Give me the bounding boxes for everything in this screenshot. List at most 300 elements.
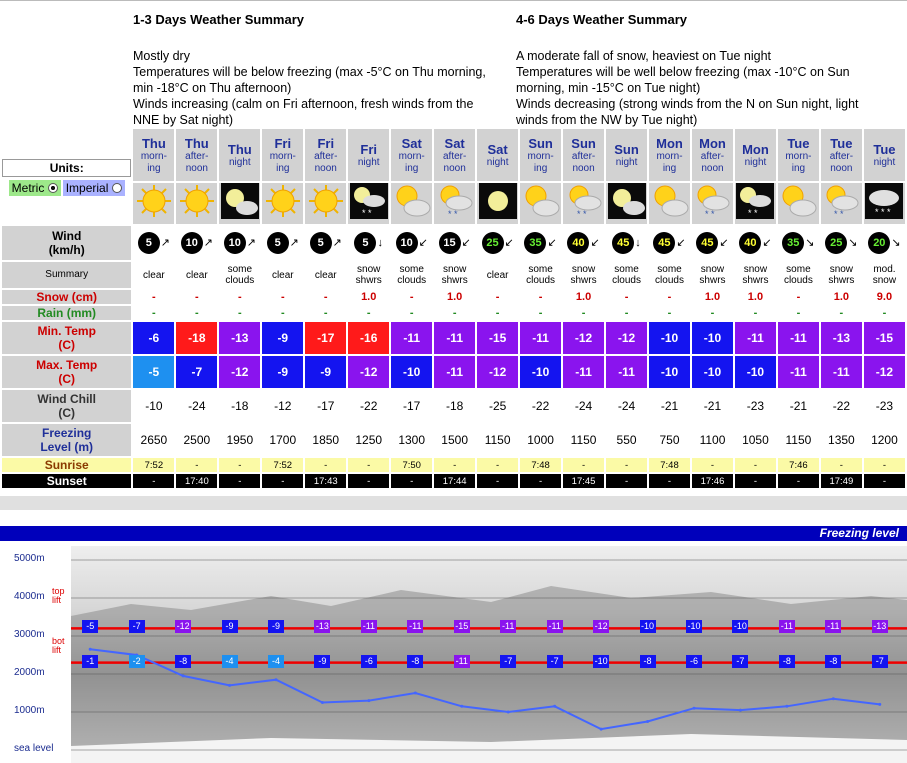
rain-cell: - (176, 306, 217, 320)
sunset-cell: - (133, 474, 174, 488)
summary-line: Mostly dry (133, 49, 190, 63)
snow-cell: 1.0 (563, 290, 604, 304)
freezing-level-cell: 1050 (735, 424, 776, 456)
summary-cell: some clouds (606, 262, 647, 288)
min-temp-cell: -10 (692, 322, 733, 354)
rain-cell: - (391, 306, 432, 320)
snow-cell: - (391, 290, 432, 304)
sunset-cell: 17:43 (305, 474, 346, 488)
freezing-level-point (693, 707, 696, 710)
sunrise-cell: - (606, 458, 647, 472)
period-header: Sun morn- ing (520, 129, 561, 181)
min-temp-cell: -15 (477, 322, 518, 354)
sunset-cell: - (864, 474, 905, 488)
min-temp-cell: -11 (391, 322, 432, 354)
freezing-level-point (414, 692, 417, 695)
freezing-level-point (182, 674, 185, 677)
top-lift-temp: -15 (455, 621, 469, 632)
min-temp-cell: -15 (864, 322, 905, 354)
sunrise-label: Sunrise (2, 458, 131, 472)
freezing-level-cell: 750 (649, 424, 690, 456)
summary-label: Summary (2, 262, 131, 288)
chart-title-bar (0, 526, 907, 541)
chart-title: Freezing level (819, 526, 899, 540)
bot-lift-temp: -7 (500, 655, 516, 668)
sunrise-cell: - (735, 458, 776, 472)
min-temp-cell: -6 (133, 322, 174, 354)
units-label: Units: (2, 159, 131, 177)
snow-cell: - (649, 290, 690, 304)
snow-cell: - (305, 290, 346, 304)
max-temp-cell: -10 (520, 356, 561, 388)
summary-days-1-3 (133, 12, 503, 128)
period-header: Tue night (864, 129, 905, 181)
sunrise-cell: - (219, 458, 260, 472)
wind-speed: 45 ↙ (649, 226, 690, 260)
min-temp-cell: -18 (176, 322, 217, 354)
summary-cell: mod. snow (864, 262, 905, 288)
svg-text:* *: * * (705, 209, 715, 219)
top-lift-temp: -11 (548, 621, 561, 632)
freezing-level-point (89, 648, 92, 651)
freezing-level-cell: 1300 (391, 424, 432, 456)
svg-text:* *: * * (834, 209, 844, 219)
mountain-silhouette (71, 586, 907, 763)
period-header: Mon after- noon (692, 129, 733, 181)
rain-cell: - (434, 306, 475, 320)
snow-label: Snow (cm) (2, 290, 131, 304)
bot-lift-temp: -8 (407, 655, 423, 668)
svg-text:* *: * * (748, 208, 758, 218)
bot-lift-temp: -6 (361, 655, 377, 668)
snow-cell: 1.0 (821, 290, 862, 304)
wind-chill-cell: -21 (778, 390, 819, 422)
summary-cell: clear (176, 262, 217, 288)
top-lift-label: top lift (52, 586, 65, 605)
top-lift-temp: -7 (129, 620, 145, 633)
period-header: Tue morn- ing (778, 129, 819, 181)
min-temp-cell: -9 (262, 322, 303, 354)
period-header: Mon night (735, 129, 776, 181)
sunset-cell: - (520, 474, 561, 488)
period-header: Thu morn- ing (133, 129, 174, 181)
period-header: Thu after- noon (176, 129, 217, 181)
rain-cell: - (219, 306, 260, 320)
top-lift-temp: -10 (687, 621, 701, 632)
y-tick-label: sea level (14, 743, 54, 754)
period-header: Sat night (477, 129, 518, 181)
sunset-cell: - (649, 474, 690, 488)
wind-speed: 45 ↓ (606, 226, 647, 260)
top-lift-temp: -9 (222, 620, 238, 633)
rain-cell: - (563, 306, 604, 320)
units-selector (2, 129, 131, 224)
sunrise-cell: 7:48 (520, 458, 561, 472)
sun-icon (262, 183, 303, 224)
wind-chill-cell: -23 (864, 390, 905, 422)
y-tick-label: 2000m (14, 667, 45, 678)
sun-snow-icon (434, 183, 475, 224)
wind-speed: 40 ↙ (563, 226, 604, 260)
wind-chill-cell: -23 (735, 390, 776, 422)
rain-cell: - (348, 306, 389, 320)
freezing-level-cell: 1950 (219, 424, 260, 456)
rain-cell: - (649, 306, 690, 320)
summary-title: 1-3 Days Weather Summary (133, 12, 305, 27)
summary-cell: clear (477, 262, 518, 288)
sunrise-cell: - (434, 458, 475, 472)
top-lift-temp: -9 (268, 620, 284, 633)
period-header: Mon morn- ing (649, 129, 690, 181)
bot-lift-temp: -8 (779, 655, 795, 668)
snow-cell: 9.0 (864, 290, 905, 304)
freezing-level-point (321, 701, 324, 704)
freezing-level-cell: 1250 (348, 424, 389, 456)
sunset-cell: - (262, 474, 303, 488)
wind-label: Wind (km/h) (2, 226, 131, 260)
wind-chill-cell: -10 (133, 390, 174, 422)
min-temp-cell: -11 (778, 322, 819, 354)
wind-chill-cell: -18 (219, 390, 260, 422)
sun-cloud-icon (520, 183, 561, 224)
summary-cell: snow shwrs (563, 262, 604, 288)
freezing-level-point (275, 678, 278, 681)
rain-label: Rain (mm) (2, 306, 131, 320)
freezing-level-cell: 1150 (477, 424, 518, 456)
max-temp-cell: -12 (477, 356, 518, 388)
sunrise-cell: - (563, 458, 604, 472)
summary-title: 4-6 Days Weather Summary (516, 12, 688, 27)
max-temp-label: Max. Temp (C) (2, 356, 131, 388)
summary-cell: snow shwrs (348, 262, 389, 288)
imperial-radio[interactable] (112, 183, 122, 193)
wind-chill-cell: -17 (391, 390, 432, 422)
wind-chill-cell: -22 (520, 390, 561, 422)
max-temp-cell: -9 (305, 356, 346, 388)
sunset-cell: - (219, 474, 260, 488)
freezing-level-cell: 2500 (176, 424, 217, 456)
min-temp-cell: -13 (821, 322, 862, 354)
sunrise-cell: - (348, 458, 389, 472)
y-tick-label: 3000m (14, 629, 45, 640)
bot-lift-label: bot lift (52, 636, 65, 655)
svg-text:* * *: * * * (875, 207, 891, 217)
bot-lift-temp: -1 (82, 655, 98, 668)
freezing-level-point (600, 728, 603, 731)
freezing-level-cell: 1100 (692, 424, 733, 456)
wind-chill-cell: -21 (692, 390, 733, 422)
separator-bar (0, 496, 907, 510)
snow-cell: 1.0 (348, 290, 389, 304)
wind-speed: 10 ↗ (219, 226, 260, 260)
wind-speed: 35 ↙ (520, 226, 561, 260)
svg-text:* *: * * (447, 209, 458, 219)
period-header: Tue after- noon (821, 129, 862, 181)
period-header: Thu night (219, 129, 260, 181)
max-temp-cell: -10 (391, 356, 432, 388)
min-temp-label: Min. Temp (C) (2, 322, 131, 354)
moon-cloud-icon (606, 183, 647, 224)
period-header: Fri morn- ing (262, 129, 303, 181)
top-lift-temp: -13 (873, 621, 887, 632)
bot-lift-temp: -2 (129, 655, 145, 668)
wind-chill-cell: -24 (606, 390, 647, 422)
svg-text:* *: * * (576, 209, 587, 219)
sunset-cell: - (477, 474, 518, 488)
period-header: Sat morn- ing (391, 129, 432, 181)
snow-cell: - (606, 290, 647, 304)
sunset-cell: - (735, 474, 776, 488)
summary-cell: some clouds (391, 262, 432, 288)
wind-chill-cell: -25 (477, 390, 518, 422)
sunrise-cell: - (305, 458, 346, 472)
sun-snow-icon (692, 183, 733, 224)
freezing-level-label: Freezing Level (m) (2, 424, 131, 456)
freezing-level-cell: 1200 (864, 424, 905, 456)
min-temp-cell: -11 (434, 322, 475, 354)
top-lift-temp: -11 (827, 621, 840, 632)
freezing-level-point (507, 711, 510, 714)
rain-cell: - (606, 306, 647, 320)
sunset-cell: - (391, 474, 432, 488)
min-temp-cell: -12 (606, 322, 647, 354)
sun-cloud-icon (778, 183, 819, 224)
snow-cell: - (778, 290, 819, 304)
summary-cell: snow shwrs (735, 262, 776, 288)
snow-cell: 1.0 (735, 290, 776, 304)
min-temp-cell: -13 (219, 322, 260, 354)
bot-lift-temp: -7 (872, 655, 888, 668)
sun-icon (305, 183, 346, 224)
wind-speed: 5 ↗ (262, 226, 303, 260)
wind-speed: 45 ↙ (692, 226, 733, 260)
bot-lift-temp: -8 (175, 655, 191, 668)
wind-speed: 25 ↙ (477, 226, 518, 260)
moon-cloud-icon (219, 183, 260, 224)
wind-speed: 5 ↗ (133, 226, 174, 260)
freezing-level-cell: 1150 (563, 424, 604, 456)
top-lift-temp: -12 (176, 621, 190, 632)
summary-cell: some clouds (520, 262, 561, 288)
y-tick-label: 4000m (14, 591, 45, 602)
max-temp-cell: -7 (176, 356, 217, 388)
max-temp-cell: -11 (606, 356, 647, 388)
rain-cell: - (864, 306, 905, 320)
wind-chill-label: Wind Chill (C) (2, 390, 131, 422)
top-lift-temp: -11 (362, 621, 376, 632)
rain-cell: - (262, 306, 303, 320)
bot-lift-temp: -8 (640, 655, 656, 668)
sunrise-cell: - (864, 458, 905, 472)
freezing-level-cell: 2650 (133, 424, 174, 456)
bot-lift-temp: -7 (547, 655, 563, 668)
bot-lift-temp: -6 (686, 655, 702, 668)
min-temp-cell: -12 (563, 322, 604, 354)
sunset-cell: 17:46 (692, 474, 733, 488)
rain-cell: - (133, 306, 174, 320)
snow-cell: - (477, 290, 518, 304)
bot-lift-temp: -10 (594, 655, 608, 666)
wind-chill-cell: -22 (821, 390, 862, 422)
sun-icon (133, 183, 174, 224)
max-temp-cell: -5 (133, 356, 174, 388)
freezing-level-point (228, 684, 231, 687)
bot-lift-temp: -4 (268, 655, 284, 668)
wind-chill-cell: -18 (434, 390, 475, 422)
sun-icon (176, 183, 217, 224)
max-temp-cell: -9 (262, 356, 303, 388)
bot-lift-temp: -4 (222, 655, 238, 668)
wind-chill-cell: -22 (348, 390, 389, 422)
summary-cell: snow shwrs (692, 262, 733, 288)
rain-cell: - (305, 306, 346, 320)
sunrise-cell: - (821, 458, 862, 472)
summary-line: Winds decreasing (strong winds from the N on Sun night, light winds from the NW by Tue night) (516, 97, 859, 127)
wind-speed: 25 ↘ (821, 226, 862, 260)
max-temp-cell: -10 (649, 356, 690, 388)
top-lift-temp: -10 (733, 621, 747, 632)
y-tick-label: 5000m (14, 553, 45, 564)
snow-cell: 1.0 (692, 290, 733, 304)
rain-cell: - (692, 306, 733, 320)
top-lift-temp: -5 (82, 620, 98, 633)
freezing-level-point (878, 703, 881, 706)
sunrise-cell: 7:52 (262, 458, 303, 472)
sunrise-cell: 7:52 (133, 458, 174, 472)
wind-chill-cell: -24 (563, 390, 604, 422)
max-temp-cell: -10 (735, 356, 776, 388)
period-header: Fri after- noon (305, 129, 346, 181)
summary-cell: clear (262, 262, 303, 288)
sunrise-cell: - (692, 458, 733, 472)
freezing-level-cell: 1150 (778, 424, 819, 456)
wind-chill-cell: -24 (176, 390, 217, 422)
sunrise-cell: 7:48 (649, 458, 690, 472)
period-header: Fri night (348, 129, 389, 181)
summary-cell: some clouds (778, 262, 819, 288)
freezing-level-point (460, 705, 463, 708)
max-temp-cell: -12 (348, 356, 389, 388)
freezing-level-cell: 1500 (434, 424, 475, 456)
max-temp-cell: -11 (778, 356, 819, 388)
freezing-level-cell: 1850 (305, 424, 346, 456)
bot-lift-temp: -8 (825, 655, 841, 668)
max-temp-cell: -11 (821, 356, 862, 388)
wind-chill-cell: -21 (649, 390, 690, 422)
rain-cell: - (778, 306, 819, 320)
wind-speed: 40 ↙ (735, 226, 776, 260)
summary-line: Temperatures will be below freezing (max -5°C on Thu morning, min -18°C on Thu afternoon) (133, 65, 486, 95)
metric-radio[interactable] (48, 183, 58, 193)
freezing-level-point (646, 720, 649, 723)
freezing-level-cell: 1700 (262, 424, 303, 456)
min-temp-cell: -11 (735, 322, 776, 354)
top-lift-temp: -12 (594, 621, 608, 632)
sunrise-cell: - (176, 458, 217, 472)
max-temp-cell: -10 (692, 356, 733, 388)
top-lift-temp: -11 (409, 621, 422, 632)
freezing-level-point (367, 699, 370, 702)
sunset-cell: 17:44 (434, 474, 475, 488)
max-temp-cell: -12 (864, 356, 905, 388)
top-lift-temp: -13 (315, 621, 329, 632)
snow-cell: - (176, 290, 217, 304)
summary-line: A moderate fall of snow, heaviest on Tue night (516, 49, 772, 63)
summary-line: Winds increasing (calm on Fri afternoon, fresh winds from the NNE by Sat night) (133, 97, 474, 127)
top-lift-temp: -11 (502, 621, 515, 632)
wind-speed: 35 ↘ (778, 226, 819, 260)
sunset-cell: 17:49 (821, 474, 862, 488)
metric-option[interactable]: Metric (9, 180, 61, 196)
sunset-cell: - (606, 474, 647, 488)
summary-cell: some clouds (649, 262, 690, 288)
summary-cell: clear (305, 262, 346, 288)
rain-cell: - (821, 306, 862, 320)
min-temp-cell: -16 (348, 322, 389, 354)
wind-speed: 10 ↗ (176, 226, 217, 260)
svg-text:* *: * * (361, 208, 372, 218)
summary-line: Temperatures will be well below freezing (max -10°C on Sun morning, min -15°C on Tue night) (516, 65, 850, 95)
sunset-cell: - (778, 474, 819, 488)
moon-snow-icon (735, 183, 776, 224)
max-temp-cell: -11 (434, 356, 475, 388)
sunrise-cell: 7:50 (391, 458, 432, 472)
sunrise-cell: 7:46 (778, 458, 819, 472)
y-tick-label: 1000m (14, 705, 45, 716)
bot-lift-temp: -9 (314, 655, 330, 668)
period-header: Sun night (606, 129, 647, 181)
moon-icon (477, 183, 518, 224)
rain-cell: - (735, 306, 776, 320)
max-temp-cell: -12 (219, 356, 260, 388)
cloud-snow-icon (864, 183, 905, 224)
wind-speed: 5 ↓ (348, 226, 389, 260)
min-temp-cell: -11 (520, 322, 561, 354)
sunrise-cell: - (477, 458, 518, 472)
top-lift-temp: -11 (780, 621, 794, 632)
sun-snow-icon (821, 183, 862, 224)
summary-cell: some clouds (219, 262, 260, 288)
top-lift-temp: -10 (641, 621, 655, 632)
freezing-level-point (553, 705, 556, 708)
summary-days-4-6 (516, 12, 886, 128)
freezing-level-point (832, 697, 835, 700)
period-header: Sat after- noon (434, 129, 475, 181)
snow-cell: - (262, 290, 303, 304)
sunset-cell: - (348, 474, 389, 488)
sun-cloud-icon (649, 183, 690, 224)
wind-speed: 10 ↙ (391, 226, 432, 260)
imperial-option[interactable]: Imperial (63, 180, 125, 196)
freezing-level-cell: 1350 (821, 424, 862, 456)
bot-lift-temp: -11 (455, 655, 468, 666)
rain-cell: - (477, 306, 518, 320)
min-temp-cell: -10 (649, 322, 690, 354)
sunset-cell: 17:45 (563, 474, 604, 488)
freezing-level-cell: 550 (606, 424, 647, 456)
period-header: Sun after- noon (563, 129, 604, 181)
sunset-cell: 17:40 (176, 474, 217, 488)
wind-chill-cell: -17 (305, 390, 346, 422)
moon-snow-icon (348, 183, 389, 224)
sun-snow-icon (563, 183, 604, 224)
wind-speed: 5 ↗ (305, 226, 346, 260)
sun-cloud-icon (391, 183, 432, 224)
summary-cell: snow shwrs (821, 262, 862, 288)
sunset-label: Sunset (2, 474, 131, 488)
bot-lift-temp: -7 (732, 655, 748, 668)
freezing-level-point (739, 709, 742, 712)
